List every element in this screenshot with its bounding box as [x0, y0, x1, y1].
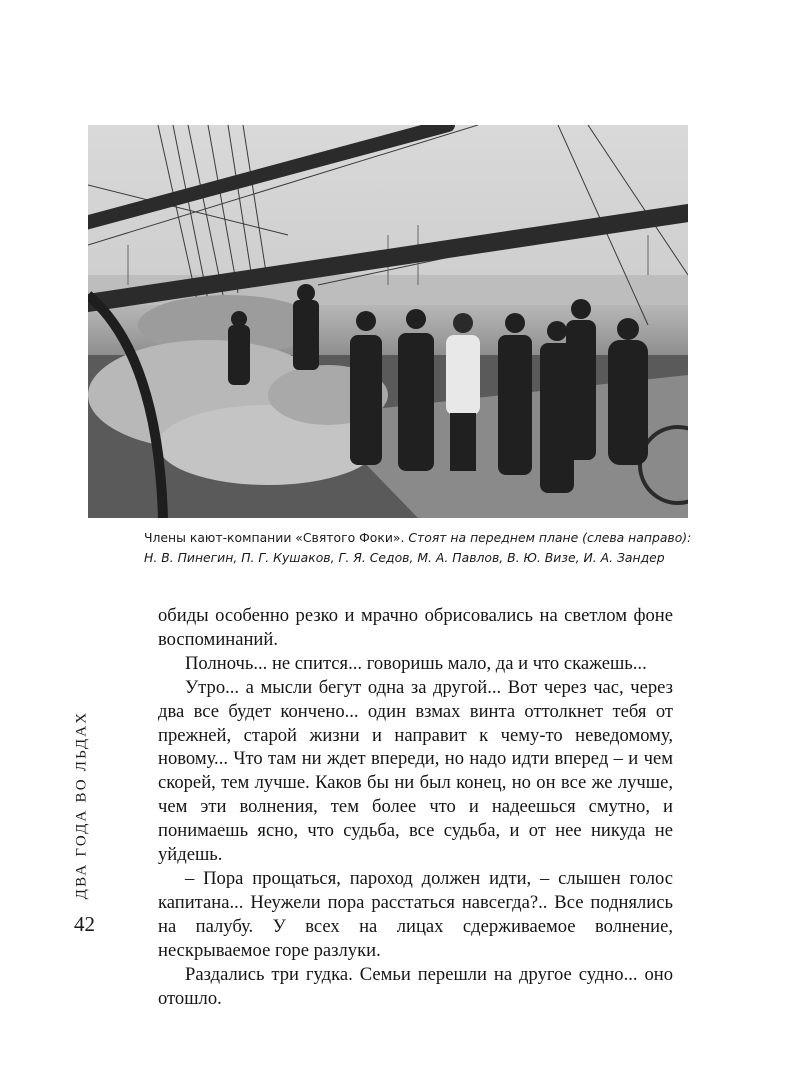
paragraph: Утро... а мысли бегут одна за другой... Вот через час, через два все будет кончено... один взмах винта оттолкнет тебя от прежней, старой жизни и направит к чему-то неведомому, новому... Что там ни ждет впереди, но надо идти вперед – и чем скорей, тем лучше. Каков бы ни был конец, но он все же лучше, чем эти волнения, тем более что и надеешься смутно, и понимаешь ясно, что судьба, все судьба, и от нее никуда не уйдешь. — [158, 676, 673, 866]
ship-deck-photo — [88, 125, 688, 518]
paragraph: Раздались три гудка. Семьи перешли на другое судно... оно отошло. — [158, 963, 673, 1009]
photo-caption — [144, 528, 704, 568]
photo-illustration — [88, 125, 688, 518]
book-title: ДВА ГОДА ВО ЛЬДАХ — [73, 710, 90, 899]
paragraph: обиды особенно резко и мрачно обрисовались на светлом фоне воспоминаний. — [158, 605, 673, 650]
caption-line-1: Члены кают-компании «Святого Фоки». Стоят на переднем плане (слева направо): — [144, 530, 692, 545]
body-text — [158, 604, 673, 1010]
caption-line-2: Н. В. Пинегин, П. Г. Кушаков, Г. Я. Седов, М. А. Павлов, В. Ю. Визе, И. А. Зандер — [144, 550, 665, 565]
running-head — [72, 697, 92, 912]
page-number: 42 — [74, 912, 95, 936]
paragraph: Полночь... не спится... говоришь мало, да и что скажешь... — [185, 652, 647, 674]
paragraph: – Пора прощаться, пароход должен идти, – слышен голос капитана... Неужели пора расстаться навсегда?.. Все поднялись на палубу. У всех на лицах сдерживаемое волнение, нескрываемое горе разлуки. — [158, 867, 673, 961]
